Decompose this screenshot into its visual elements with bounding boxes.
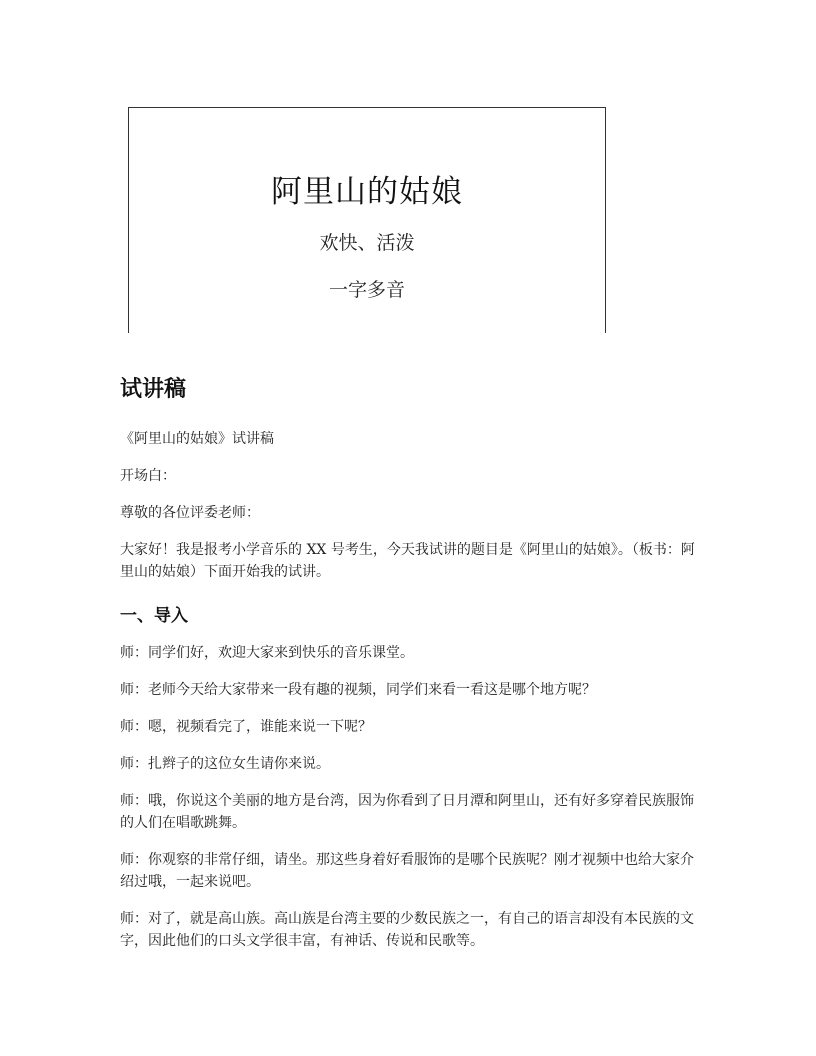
section-heading-intro: 一、导入: [120, 606, 188, 626]
dialogue-paragraph: 师：扎辫子的这位女生请你来说。: [120, 756, 330, 772]
introduction-paragraph: 大家好！我是报考小学音乐的 XX 号考生，今天我试讲的题目是《阿里山的姑娘》。（板书：阿里山的姑娘）下面开始我的试讲。: [120, 542, 695, 580]
dialogue-paragraph: 师：嗯，视频看完了，谁能来说一下呢？: [120, 719, 372, 735]
document-body: [120, 428, 700, 967]
dialogue-paragraph: 师：哦，你说这个美丽的地方是台湾，因为你看到了日月潭和阿里山，还有好多穿着民族服饰的人们在唱歌跳舞。: [120, 793, 694, 831]
dialogue-paragraph: 师：你观察的非常仔细，请坐。那这些身着好看服饰的是哪个民族呢？刚才视频中也给大家介绍过哦，一起来说吧。: [120, 852, 694, 890]
lesson-title-paragraph: 《阿里山的姑娘》试讲稿: [120, 431, 274, 447]
board-line-mood: 欢快、活泼: [319, 232, 415, 254]
document-heading: 试讲稿: [120, 377, 187, 402]
greeting-paragraph: 尊敬的各位评委老师：: [120, 505, 260, 521]
board-line-technique: 一字多音: [328, 279, 405, 301]
board-title: 阿里山的姑娘: [271, 174, 463, 210]
dialogue-paragraph: 师：老师今天给大家带来一段有趣的视频，同学们来看一看这是哪个地方呢？: [120, 682, 596, 698]
dialogue-paragraph: 师：对了，就是高山族。高山族是台湾主要的少数民族之一，有自己的语言却没有本民族的文字，因此他们的口头文学很丰富，有神话、传说和民歌等。: [120, 911, 694, 949]
opening-label: 开场白：: [120, 468, 176, 484]
blackboard-frame: [128, 107, 606, 333]
dialogue-paragraph: 师：同学们好，欢迎大家来到快乐的音乐课堂。: [120, 645, 414, 661]
